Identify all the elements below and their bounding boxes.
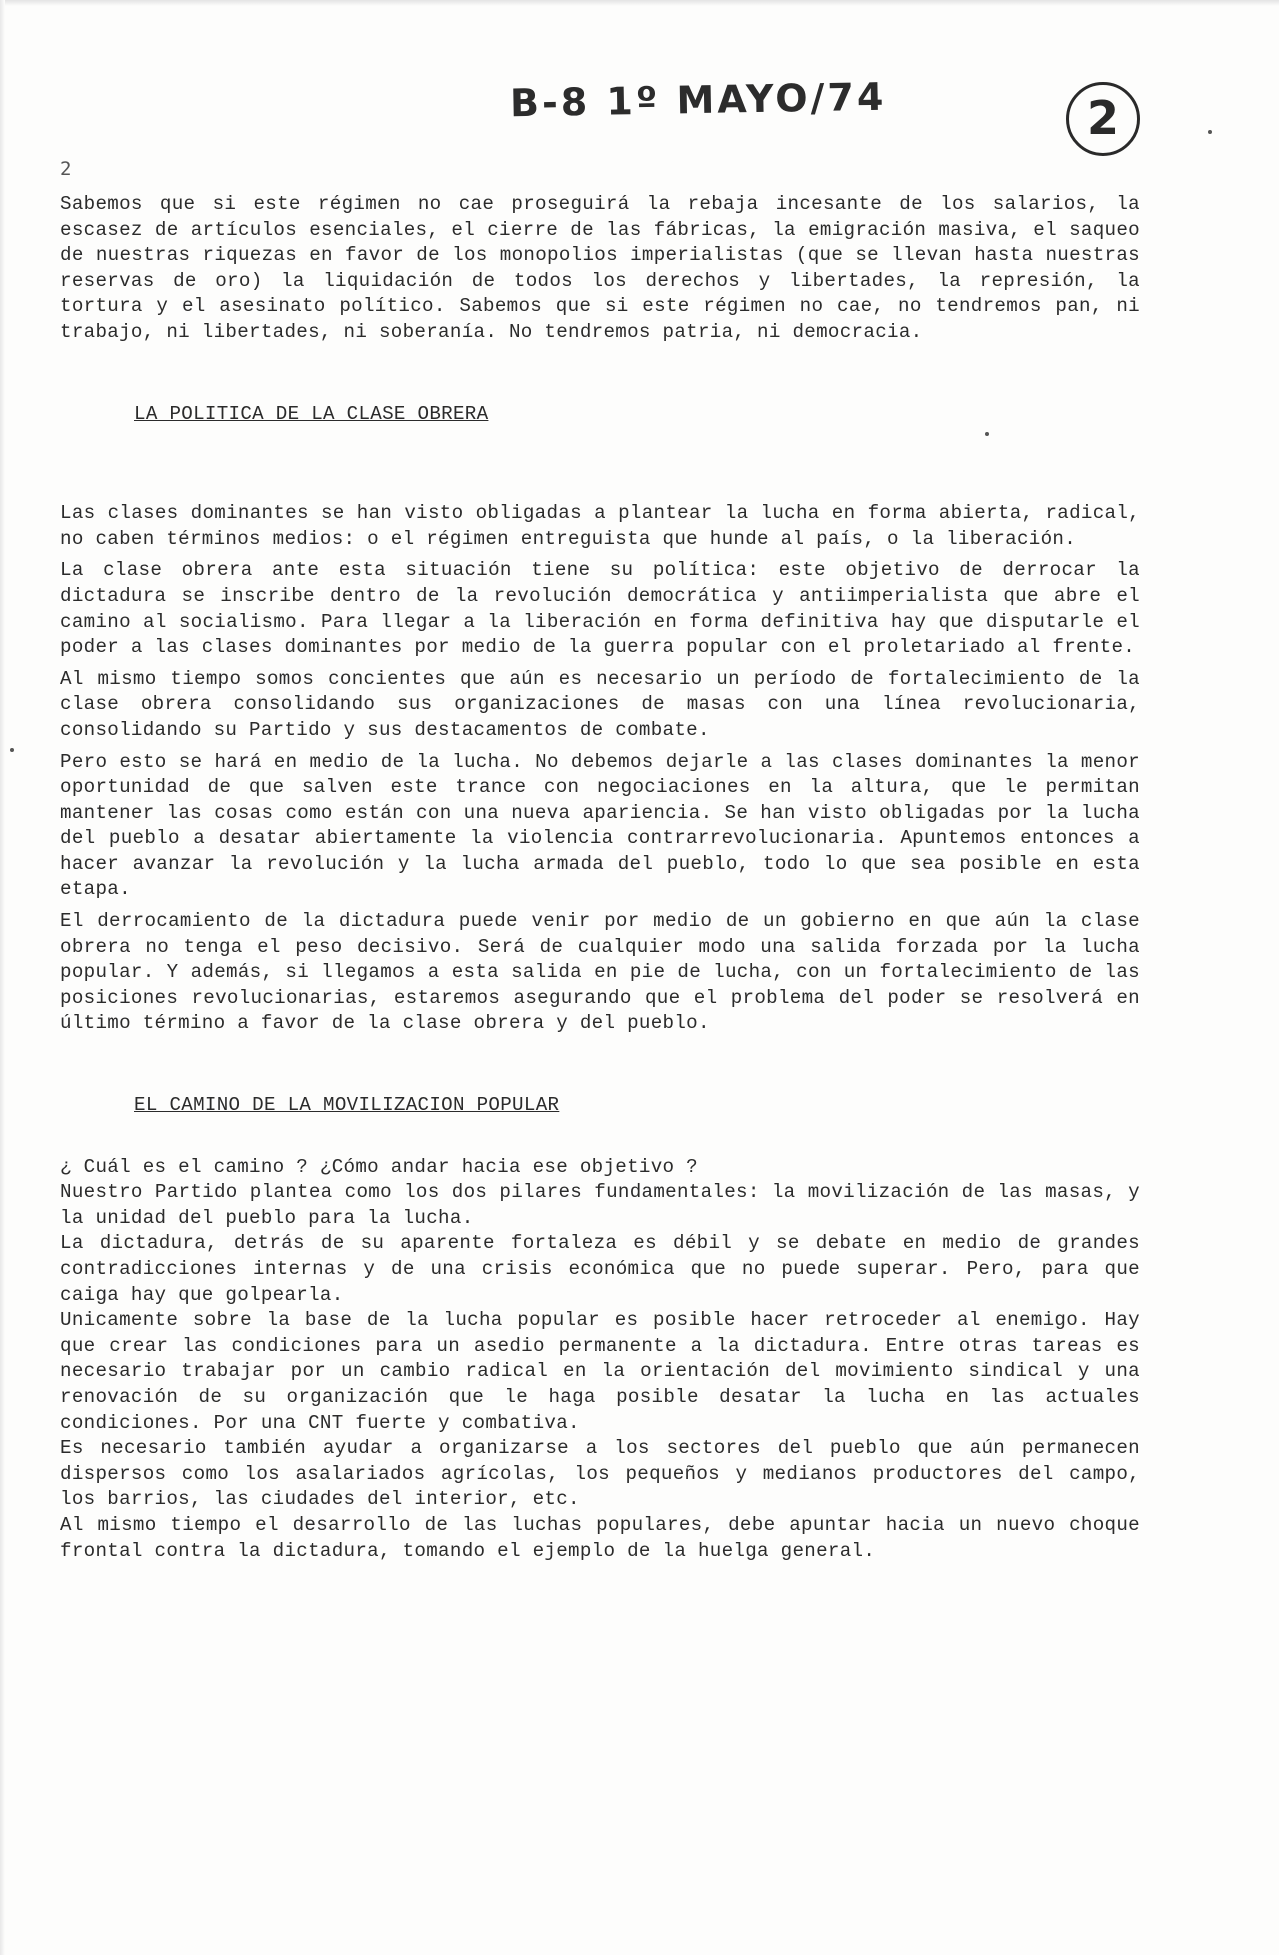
paragraph: La clase obrera ante esta situación tiene su política: este objetivo de derrocar la dictadura se inscribe dentro de la revolución democrática y antiimperialista que abre el camino al socialismo. Para llegar a la liberación en forma definitiva hay que disputarle el poder a las clases dominantes por medio de la guerra popular con el proletariado al frente. [60, 559, 1140, 659]
paragraph: Pero esto se hará en medio de la lucha. No debemos dejarle a las clases dominantes la menor oportunidad de que salven este trance con negociaciones en la altura, que le permitan mantener las cosas como están con una nueva apariencia. Se han visto obligadas por la lucha del pueblo a desatar abiertamente la violencia contrarrevolucionaria. Apuntemos entonces a hacer avanzar la revolución y la lucha armada del pueblo, todo lo que sea posible en esta etapa. [60, 750, 1140, 901]
scan-edge-left [0, 0, 5, 1955]
scan-speck [10, 748, 14, 752]
paragraph: Al mismo tiempo somos concientes que aún es necesario un período de fortalecimiento de la clase obrera consolidando sus organizaciones de masas con una línea revolucionaria, consolidando su Partido y sus destacamentos de combate. [60, 667, 1140, 741]
document-body [60, 192, 1140, 1564]
paragraph: Nuestro Partido plantea como los dos pilares fundamentales: la movilización de las masas, y la unidad del pueblo para la lucha. [60, 1181, 1140, 1229]
scan-speck [1208, 130, 1212, 134]
circled-page-number: 2 [1066, 82, 1140, 156]
intro-paragraph: Sabemos que si este régimen no cae proseguirá la rebaja incesante de los salarios, la escasez de artículos esenciales, el cierre de las fábricas, la emigración masiva, el saqueo de nuestras riquezas en favor de los monopolios imperialistas (que se llevan hasta nuestras reservas de oro) la liquidación de todos los derechos y libertades, la represión, la tortura y el asesinato político. Sabemos que si este régimen no cae, no tendremos pan, ni trabajo, ni libertades, ni soberanía. No tendremos patria, ni democracia. [60, 193, 1140, 343]
paragraph: Las clases dominantes se han visto obligadas a plantear la lucha en forma abierta, radical, no caben términos medios: o el régimen entreguista que hunde al país, o la liberación. [60, 502, 1140, 550]
paragraph: ¿ Cuál es el camino ? ¿Cómo andar hacia ese objetivo ? [60, 1155, 698, 1178]
paragraph: Unicamente sobre la base de la lucha popular es posible hacer retroceder al enemigo. Hay que crear las condiciones para un asedio permanente a la dictadura. Entre otras tareas es necesario trabajar por un cambio radical en la orientación del movimiento sindical y una renovación de su organización que le haga posible desatar la lucha en las actuales condiciones. Por una CNT fuerte y combativa. [60, 1309, 1140, 1434]
scan-edge-top [0, 0, 1279, 6]
paragraph: El derrocamiento de la dictadura puede venir por medio de un gobierno en que aún la clase obrera no tenga el peso decisivo. Será de cualquier modo una salida forzada por la lucha popular. Y además, si llegamos a esta salida en pie de lucha, con un fortalecimiento de las posiciones revolucionarias, estaremos asegurando que el problema del poder se resolverá en último término a favor de la clase obrera y del pueblo. [60, 910, 1140, 1035]
page-number: 2 [60, 158, 72, 180]
paragraph: Al mismo tiempo el desarrollo de las luchas populares, debe apuntar hacia un nuevo choque frontal contra la dictadura, tomando el ejemplo de la huelga general. [60, 1513, 1140, 1562]
handwritten-header: B-8 1º MAYO/74 [509, 74, 887, 126]
section-heading-politica: LA POLITICA DE LA CLASE OBRERA [134, 402, 489, 425]
paragraph: Es necesario también ayudar a organizarse a los sectores del pueblo que aún permanecen dispersos como los asalariados agrícolas, los pequeños y medianos productores del campo, los barrios, las ciudades del interior, etc. [60, 1437, 1140, 1511]
paragraph: La dictadura, detrás de su aparente fortaleza es débil y se debate en medio de grandes contradicciones internas y de una crisis económica que no puede superar. Pero, para que caiga hay que golpearla. [60, 1232, 1140, 1306]
section-heading-camino: EL CAMINO DE LA MOVILIZACION POPULAR [134, 1094, 560, 1117]
